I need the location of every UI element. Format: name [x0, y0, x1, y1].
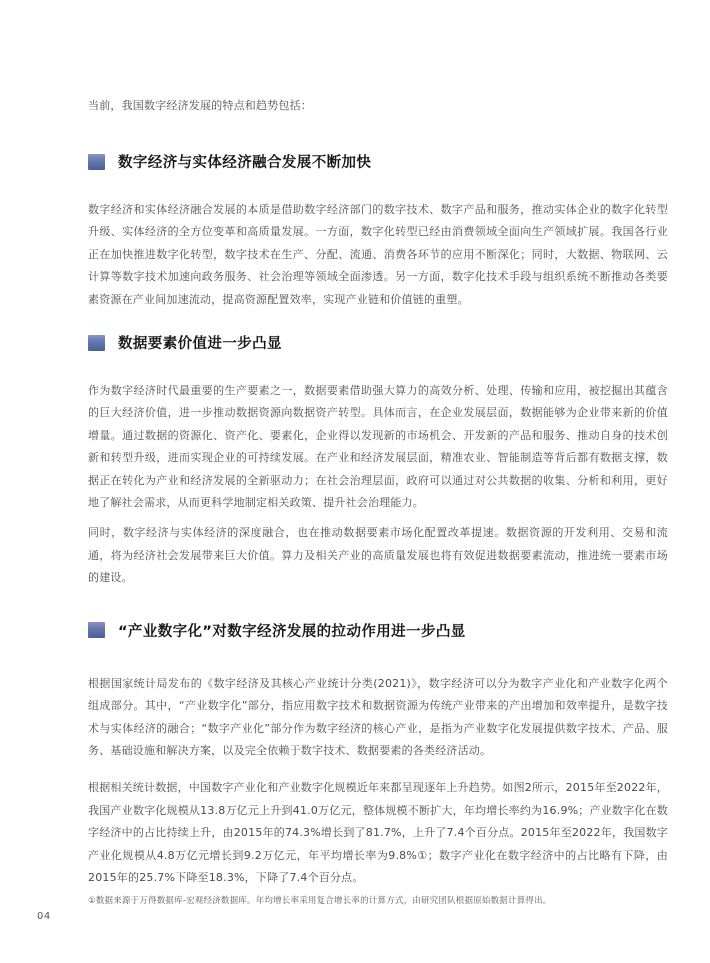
section-heading-text: 数据要素价值进一步凸显: [118, 336, 282, 353]
paragraph: 作为数字经济时代最重要的生产要素之一，数据要素借助强大算力的高效分析、处理、传输和应用，被挖掘出其蕴含的巨大经济价值，进一步推动数据资源向数据资产转型。具体而言，在企业发展层面，数据能够为企业带来新的价值增量。通过数据的资源化、资产化、要素化，企业得以发现新的市场机会、开发新的产品和服务、推动自身的技术创新和转型升级，进而实现企业的可持续发展。在产业和经济发展层面，精准农业、智能制造等背后都有数据支撑，数据正在转化为产业和经济发展的全新驱动力；在社会治理层面，政府可以通过对公共数据的收集、分析和利用，更好地了解社会需求，从而更科学地制定相关政策、提升社会治理能力。: [88, 384, 668, 510]
section-heading-3: [88, 620, 668, 641]
section-heading-text: 数字经济与实体经济融合发展不断加快: [118, 155, 372, 171]
square-bullet-icon: [88, 154, 105, 170]
section-heading-1: [88, 151, 668, 172]
intro-text: 当前，我国数字经济发展的特点和趋势包括：: [88, 99, 312, 112]
square-bullet-icon: [88, 622, 105, 638]
paragraph: 数字经济和实体经济融合发展的本质是借助数字经济部门的数字技术、数字产品和服务，推动实体企业的数字化转型升级、实体经济的全方位变革和高质量发展。一方面，数字化转型已经由消费领域全面向生产领域扩展。我国各行业正在加快推进数字化转型，数字技术在生产、分配、流通、消费各环节的应用不断深化；同时，大数据、物联网、云计算等数字技术加速向政务服务、社会治理等领域全面渗透。另一方面，数字化技术手段与组织系统不断推动各类要素资源在产业间加速流动，提高资源配置效率，实现产业链和价值链的重塑。: [88, 203, 668, 306]
paragraph: 根据国家统计局发布的《数字经济及其核心产业统计分类(2021)》，数字经济可以分为数字产业化和产业数字化两个组成部分。其中，“产业数字化”部分，指应用数字技术和数据资源为传统产业带来的产出增加和效率提升，是数字技术与实体经济的融合；“数字产业化”部分作为数字经济的核心产业，是指为产业数字化发展提供数字技术、产品、服务、基础设施和解决方案，以及完全依赖于数字技术、数据要素的各类经济活动。: [88, 676, 668, 757]
page-number: 04: [37, 911, 51, 922]
section-heading-2: [88, 332, 668, 353]
section-heading-text: “产业数字化”对数字经济发展的拉动作用进一步凸显: [118, 623, 466, 640]
paragraph: 根据相关统计数据，中国数字产业化和产业数字化规模近年来都呈现逐年上升趋势。如图2所示，2015年至2022年，我国产业数字化规模从13.8万亿元上升到41.0万亿元，整体规模不断扩大，年均增长率约为16.9%；产业数字化在数字经济中的占比持续上升，由2015年的74.3%增长到了81.7%，上升了7.4个百分点。2015年至2022年，我国数字产业化规模从4.8万亿元增长到9.2万亿元，年平均增长率为9.8%①；数字产业化在数字经济中的占比略有下降，由2015年的25.7%下降至18.3%，下降了7.4个百分点。: [88, 781, 668, 884]
footnote-text: ①数据来源于万得数据库-宏观经济数据库。年均增长率采用复合增长率的计算方式，由研究团队根据原始数据计算得出。: [88, 896, 552, 907]
paragraph: 同时，数字经济与实体经济的深度融合，也在推动数据要素市场化配置改革提速。数据资源的开发利用、交易和流通，将为经济社会发展带来巨大价值。算力及相关产业的高质量发展也将有效促进数据要素流动，推进统一要素市场的建设。: [88, 526, 668, 585]
square-bullet-icon: [88, 335, 105, 351]
